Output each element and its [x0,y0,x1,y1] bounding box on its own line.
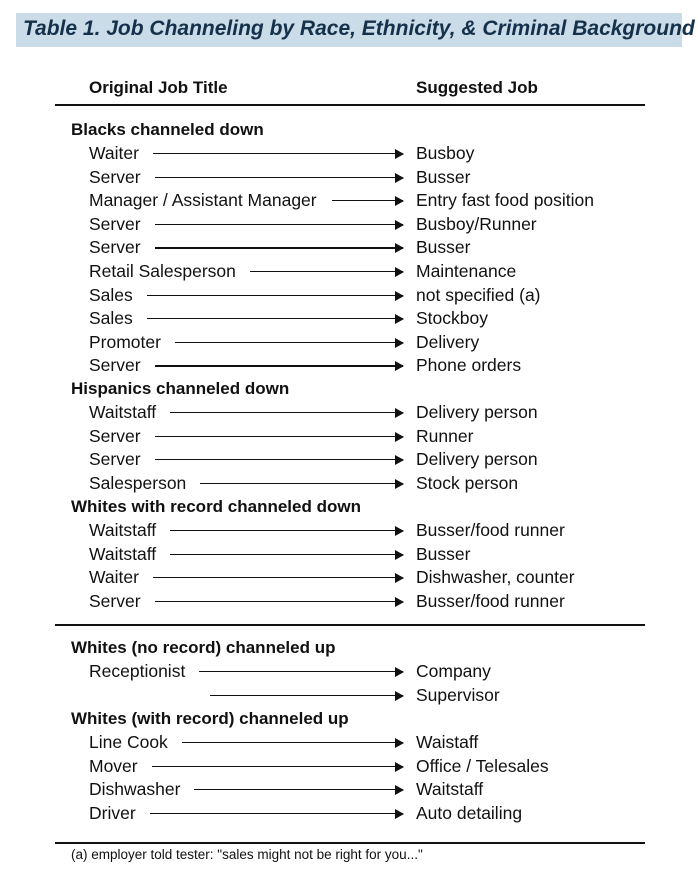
original-job-title: Driver [89,802,136,823]
channel-arrow-icon [210,691,403,701]
suggested-job: not specified (a) [416,284,541,305]
suggested-job: Company [416,661,491,681]
channel-arrow-icon [170,526,403,536]
arrow-head-icon [395,667,404,677]
original-job-title: Server [89,449,141,470]
arrow-shaft [150,813,403,814]
suggested-job: Delivery person [416,402,538,422]
arrow-head-icon [395,691,404,701]
header-suggested-job: Suggested Job [416,78,538,97]
arrow-shaft [250,271,403,272]
arrow-shaft [155,436,403,437]
original-job-title: Receptionist [89,661,186,681]
footnote: (a) employer told tester: "sales might not be right for you..." [71,847,423,862]
section-divider-rule [55,624,645,626]
suggested-job: Busser [416,166,471,187]
original-job-title: Waitstaff [89,520,157,540]
original-job-title: Server [89,166,141,187]
arrow-head-icon [395,149,404,159]
arrow-shaft [155,459,403,460]
suggested-job: Dishwasher, counter [416,567,575,588]
arrow-shaft [170,530,403,531]
arrow-shaft [155,224,403,225]
channel-arrow-icon [170,408,403,418]
suggested-job: Phone orders [416,355,522,376]
arrow-head-icon [395,173,404,183]
channel-arrow-icon [155,432,403,442]
channel-arrow-icon [200,479,403,489]
suggested-job: Busser/food runner [416,520,565,540]
original-job-title: Waitstaff [89,543,157,564]
arrow-head-icon [395,573,404,583]
header-rule [55,104,645,106]
channel-arrow-icon [250,267,403,277]
arrow-head-icon [395,597,404,607]
channel-arrow-icon [153,573,403,583]
section-heading: Whites with record channeled down [71,497,361,516]
original-job-title: Waiter [89,143,139,163]
arrow-head-icon [395,809,404,819]
arrow-head-icon [395,291,404,301]
arrow-shaft [147,318,403,319]
arrow-head-icon [395,408,404,418]
arrow-head-icon [395,762,404,772]
section-heading: Hispanics channeled down [71,379,290,398]
arrow-head-icon [395,314,404,324]
original-job-title: Sales [89,284,133,305]
channel-arrow-icon [153,149,403,159]
arrow-shaft [152,766,403,767]
arrow-head-icon [395,196,404,206]
channel-arrow-icon [152,762,403,772]
suggested-job: Busser [416,543,471,564]
arrow-shaft [155,601,403,602]
suggested-job: Delivery [416,331,480,352]
channel-arrow-icon [155,597,403,607]
section-heading: Whites (no record) channeled up [71,638,336,657]
arrow-shaft [155,247,403,248]
original-job-title: Server [89,590,141,611]
channel-arrow-icon [147,314,403,324]
original-job-title: Server [89,425,141,446]
suggested-job: Busser/food runner [416,590,565,611]
arrow-shaft [170,412,403,413]
suggested-job: Busser [416,237,471,258]
original-job-title: Server [89,355,141,376]
original-job-title: Line Cook [89,732,168,752]
table-title-bar [16,13,695,47]
arrow-shaft [194,789,403,790]
original-job-title: Server [89,237,141,258]
arrow-head-icon [395,432,404,442]
arrow-head-icon [395,267,404,277]
table-title: Table 1. Job Channeling by Race, Ethnicity, & Criminal Background [23,17,695,40]
arrow-shaft [155,177,403,178]
arrow-shaft [175,342,403,343]
arrow-shaft [153,153,403,154]
channel-arrow-icon [155,361,403,371]
original-job-title: Waiter [89,567,139,588]
suggested-job: Waistaff [416,732,479,752]
channel-arrow-icon [182,738,403,748]
original-job-title: Promoter [89,331,161,352]
arrow-head-icon [395,785,404,795]
arrow-shaft [153,577,403,578]
channel-arrow-icon [170,550,403,560]
suggested-job: Stockboy [416,308,488,329]
suggested-job: Stock person [416,472,519,493]
section-heading: Whites (with record) channeled up [71,709,349,728]
arrow-head-icon [395,479,404,489]
channel-arrow-icon [155,243,403,253]
original-job-title: Retail Salesperson [89,261,236,281]
suggested-job: Busboy [416,143,475,163]
arrow-head-icon [395,526,404,536]
channel-arrow-icon [332,196,403,206]
arrow-shaft [147,295,403,296]
channel-arrow-icon [199,667,403,677]
channel-arrow-icon [155,173,403,183]
arrow-head-icon [395,220,404,230]
channel-arrow-icon [155,220,403,230]
suggested-job: Delivery person [416,449,538,470]
channel-arrow-icon [147,291,403,301]
suggested-job: Busboy/Runner [416,213,537,234]
channel-arrow-icon [155,455,403,465]
original-job-title: Manager / Assistant Manager [89,190,317,211]
original-job-title: Waitstaff [89,402,157,422]
channel-arrow-icon [175,338,403,348]
arrow-shaft [332,200,403,201]
suggested-job: Office / Telesales [416,755,549,776]
original-job-title: Server [89,213,141,234]
suggested-job: Entry fast food position [416,190,595,211]
original-job-title: Salesperson [89,472,187,493]
header-original-job-title: Original Job Title [89,78,228,97]
arrow-shaft [155,365,403,366]
arrow-shaft [182,742,403,743]
suggested-job: Maintenance [416,261,517,281]
original-job-title: Mover [89,755,138,776]
suggested-job: Auto detailing [416,802,523,823]
suggested-job: Waitstaff [416,779,484,800]
suggested-job: Supervisor [416,684,500,705]
arrow-head-icon [395,243,404,253]
suggested-job: Runner [416,425,474,446]
original-job-title: Dishwasher [89,779,181,800]
channel-arrow-icon [194,785,403,795]
arrow-head-icon [395,361,404,371]
arrow-head-icon [395,338,404,348]
channel-arrow-icon [150,809,403,819]
arrow-shaft [200,483,403,484]
original-job-title: Sales [89,308,133,329]
footer-rule [55,842,645,844]
arrow-shaft [170,554,403,555]
arrow-shaft [199,671,403,672]
arrow-head-icon [395,550,404,560]
arrow-head-icon [395,738,404,748]
arrow-head-icon [395,455,404,465]
arrow-shaft [210,695,403,696]
section-heading: Blacks channeled down [71,120,264,139]
